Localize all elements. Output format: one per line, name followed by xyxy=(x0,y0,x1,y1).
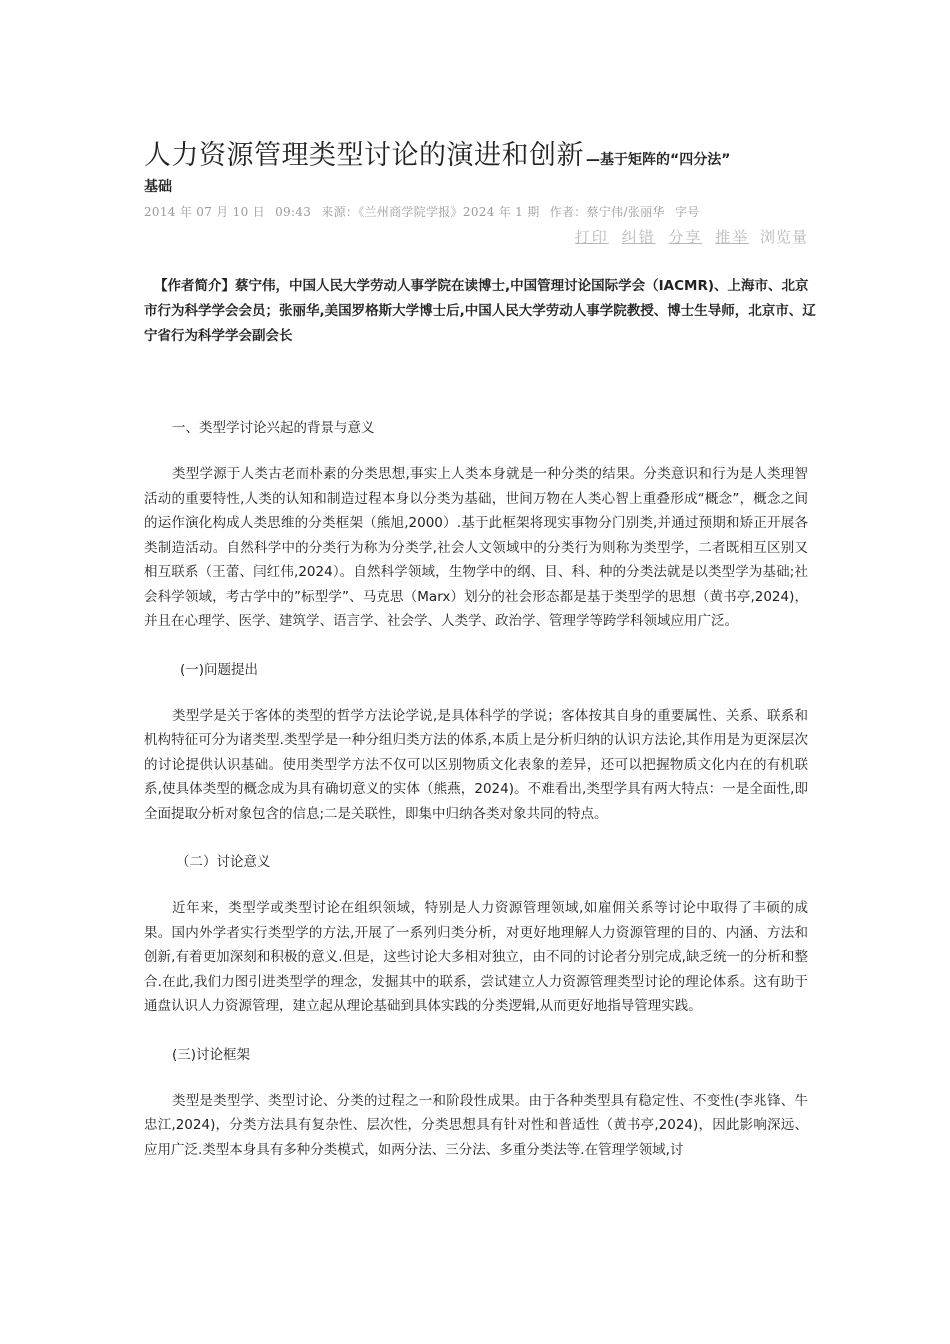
section-heading: (一)问题提出 xyxy=(180,661,259,678)
article-body xyxy=(144,416,808,1162)
meta-author: 作者：蔡宁伟/张丽华 xyxy=(549,205,665,219)
section-heading: （二）讨论意义 xyxy=(176,854,271,870)
meta-date: 2014 年 07 月 10 日 xyxy=(144,205,265,219)
meta-time: 09:43 xyxy=(275,205,312,219)
print-link[interactable]: 打印 xyxy=(574,228,609,246)
article-actions xyxy=(567,226,808,247)
article-meta xyxy=(144,203,705,220)
section-heading: (三)讨论框架 xyxy=(172,1046,251,1063)
section-heading: 一、类型学讨论兴起的背景与意义 xyxy=(172,420,375,436)
view-count-label: 浏览量 xyxy=(759,228,808,246)
paragraph: 类型学源于人类古老而朴素的分类思想,事实上人类本身就是一种分类的结果。分类意识和行为是人类理智活动的重要特性,人类的认知和制造过程本身以分类为基础，世间万物在人类心智上重叠形成“概念”，概念之间的运作演化构成人类思维的分类框架（熊旭,2000）.基于此框架将现实事物分门别类,并通过预期和矫正开展各类制造活动。自然科学中的分类行为称为分类学,社会人文领域中的分类行为则称为类型学，二者既相互区别又相互联系（王蕾、闫红伟,2024）。自然科学领域，生物学中的纲、目、科、种的分类法就是以类型学为基础;社会科学领域，考古学中的”标型学”、马克思（Marx）划分的社会形态都是基于类型学的思想（黄书亭,2024)，并且在心理学、医学、建筑学、语言学、社会学、人类学、政治学、管理学等跨学科领域应用广泛。 xyxy=(144,466,808,629)
title-main: 人力资源管理类型讨论的演进和创新 xyxy=(144,140,584,171)
recommend-link[interactable]: 推举 xyxy=(715,228,750,246)
paragraph: 类型学是关于客体的类型的哲学方法论学说,是具体科学的学说；客体按其自身的重要属性、关系、联系和机构特征可分为诸类型.类型学是一种分组归类方法的体系,本质上是分析归纳的认识方法论,其作用是为更深层次的讨论提供认识基础。使用类型学方法不仅可以区别物质文化表象的差异，还可以把握物质文化内在的有机联系,使具体类型的概念成为具有确切意义的实体（熊燕，2024)。不难看出,类型学具有两大特点：一是全面性,即全面提取分析对象包含的信息;二是关联性，即集中归纳各类对象共同的特点。 xyxy=(144,707,808,822)
share-link[interactable]: 分享 xyxy=(668,228,703,246)
title-subtitle: —基于矩阵的“四分法” xyxy=(586,152,731,168)
title-continuation: 基础 xyxy=(144,179,172,195)
correct-link[interactable]: 纠错 xyxy=(621,228,656,246)
font-size-label[interactable]: 字号 xyxy=(674,205,700,219)
paragraph: 近年来，类型学或类型讨论在组织领域，特别是人力资源管理领域,如雇佣关系等讨论中取得了丰硕的成果。国内外学者实行类型学的方法,开展了一系列归类分析，对更好地理解人力资源管理的目的、内涵、方法和创新,有着更加深刻和积极的意义.但是，这些讨论大多相对独立，由不同的讨论者分别完成,缺乏统一的分析和整合.在此,我们力图引进类型学的理念，发掘其中的联系，尝试建立人力资源管理类型讨论的理论体系。这有助于通盘认识人力资源管理，建立起从理论基础到具体实践的分类逻辑,从而更好地指导管理实践。 xyxy=(144,900,808,1014)
paragraph: 类型是类型学、类型讨论、分类的过程之一和阶段性成果。由于各种类型具有稳定性、不变性(李兆锋、牛忠江,2024)，分类方法具有复杂性、层次性，分类思想具有针对性和普适性（黄书亭,2024)，因此影响深远、应用广泛.类型本身具有多种分类模式，如两分法、三分法、多重分类法等.在管理学领域,讨 xyxy=(144,1092,808,1158)
article-title xyxy=(144,133,824,172)
author-intro: 【作者简介】蔡宁伟，中国人民大学劳动人事学院在读博士,中国管理讨论国际学会（IACMR)、上海市、北京市行为科学学会会员；张丽华,美国罗格斯大学博士后,中国人民大学劳动人事学院教授、博士生导师，北京市、辽宁省行为科学学会副会长 xyxy=(144,278,816,344)
meta-source: 来源：《兰州商学院学报》2024 年 1 期 xyxy=(321,205,540,219)
